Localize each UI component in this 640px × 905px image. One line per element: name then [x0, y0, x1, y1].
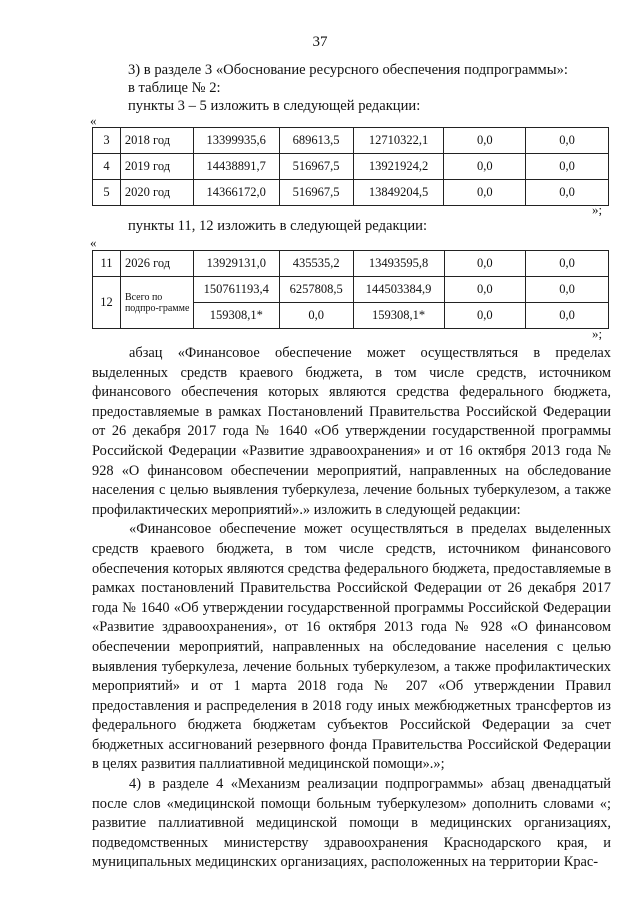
heading-line-2: в таблице № 2:: [128, 80, 221, 96]
table-cell: 150761193,4: [193, 277, 279, 303]
table-cell: 0,0: [526, 180, 609, 206]
heading-line-1: 3) в разделе 3 «Обоснование ресурсного обеспечения подпрограммы»:: [128, 62, 568, 78]
paragraph-section-4: 4) в разделе 4 «Механизм реализации подпрограммы» абзац двенадцатый после слов «медицинской помощи больным туберкулезом» дополнить словами «; развитие паллиативной медицинской помощи в медицинских организациях, подведомственных министерству здравоохранения Краснодарского края, и муниципальных медицинских организациях, расположенных на территории Крас-: [92, 776, 611, 871]
table-row: [93, 128, 609, 154]
table-cell: 13921924,2: [353, 154, 444, 180]
table-cell: 14366172,0: [193, 180, 279, 206]
table-cell: 12: [93, 277, 121, 329]
table-cell: 4: [93, 154, 121, 180]
table-cell: 159308,1*: [193, 303, 279, 329]
table-cell: 516967,5: [279, 180, 353, 206]
table-cell: 3: [93, 128, 121, 154]
table-cell: 0,0: [279, 303, 353, 329]
table-cell-label: Всего по подпро-грамме: [120, 277, 193, 329]
table-cell: 689613,5: [279, 128, 353, 154]
table-cell: 159308,1*: [353, 303, 444, 329]
table-cell: 0,0: [444, 303, 526, 329]
table-row: [93, 154, 609, 180]
table-cell: 0,0: [526, 277, 609, 303]
table-cell: 2026 год: [120, 251, 193, 277]
table-cell: 2019 год: [120, 154, 193, 180]
table-cell: 11: [93, 251, 121, 277]
table-cell: 0,0: [526, 303, 609, 329]
table-cell: 13849204,5: [353, 180, 444, 206]
table-row: [93, 180, 609, 206]
table-cell: 144503384,9: [353, 277, 444, 303]
table-cell: 5: [93, 180, 121, 206]
table-cell: 6257808,5: [279, 277, 353, 303]
table-cell: 0,0: [444, 180, 526, 206]
table-row: [93, 251, 609, 277]
table-cell: 0,0: [444, 154, 526, 180]
table-cell: 2018 год: [120, 128, 193, 154]
table-cell: 13929131,0: [193, 251, 279, 277]
paragraph-abzac: абзац «Финансовое обеспечение может осуществляться в пределах выделенных средств краевого бюджета, в том числе средств, источником финансового обеспечения которых являются средства федерального бюджета, предоставляемые в рамках Постановлений Правительства Российской Федерации от 26 декабря 2017 года № 1640 «Об утверждении государственной программы Российской Федерации «Развитие здравоохранения» и от 16 октября 2013 года № 928 «О финансовом обеспечении мероприятий, направленных на обследование населения с целью выявления туберкулеза, лечение больных туберкулезом, а также профилактических мероприятий».» изложить в следующей редакции:: [92, 345, 611, 518]
table-cell: 0,0: [526, 251, 609, 277]
table-cell: 516967,5: [279, 154, 353, 180]
table-cell: 14438891,7: [193, 154, 279, 180]
table-cell: 0,0: [444, 251, 526, 277]
quote-close-2: »;: [592, 326, 603, 341]
table-cell: 0,0: [444, 277, 526, 303]
table-cell: 435535,2: [279, 251, 353, 277]
quote-close-1: »;: [592, 202, 603, 217]
table-cell: 13399935,6: [193, 128, 279, 154]
table-cell: 0,0: [526, 128, 609, 154]
table-cell: 0,0: [526, 154, 609, 180]
table-cell: 13493595,8: [353, 251, 444, 277]
intro-points-11-12: пункты 11, 12 изложить в следующей редакции:: [128, 218, 428, 234]
table-row: [93, 277, 609, 303]
quote-open-2: «: [90, 235, 97, 250]
body-text: [92, 344, 611, 873]
table-resources-1: [92, 127, 609, 206]
page-number: 37: [312, 34, 328, 50]
table-cell: 0,0: [444, 128, 526, 154]
table-cell: 2020 год: [120, 180, 193, 206]
quote-open-1: «: [90, 113, 97, 128]
heading-line-3: пункты 3 – 5 изложить в следующей редакции:: [128, 98, 421, 114]
table-resources-2: [92, 250, 609, 329]
paragraph-new-edition: «Финансовое обеспечение может осуществляться в пределах выделенных средств краевого бюджета, в том числе средств, источником финансового обеспечения которых являются средства федерального бюджета, предоставляемые в рамках постановлений Правительства Российской Федерации от 26 декабря 2017 года № 1640 «Об утверждении государственной программы Российской Федерации «Развитие здравоохранения», от 16 октября 2013 года № 928 «О финансовом обеспечении мероприятий, направленных на обследование населения с целью выявления туберкулеза, лечение больных туберкулезом, а также профилактических мероприятий» и от 1 марта 2018 года № 207 «Об утверждении Правил предоставления и распределения в 2018 году иных межбюджетных трансфертов из федерального бюджета бюджетам субъектов Российской Федерации за счет бюджетных ассигнований резервного фонда Правительства Российской Федерации в целях развития паллиативной медицинской помощи».»;: [92, 521, 611, 773]
table-cell: 12710322,1: [353, 128, 444, 154]
